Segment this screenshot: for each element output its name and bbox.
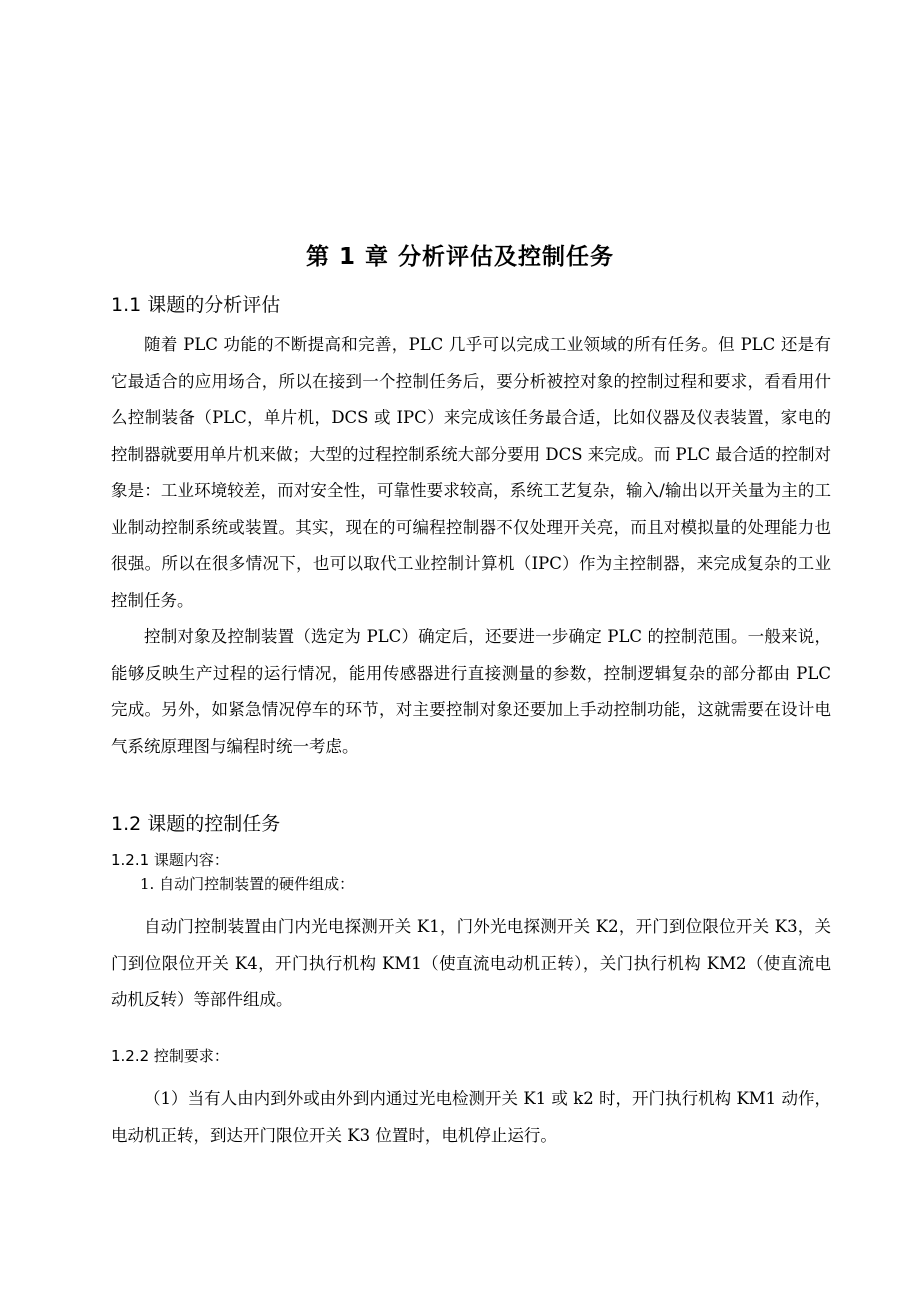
- section-heading-1-2: 1.2 课题的控制任务: [111, 813, 281, 835]
- list-item-hardware: 1. 自动门控制装置的硬件组成：: [140, 875, 355, 893]
- subsection-heading-1-2-1: 1.2.1 课题内容：: [111, 851, 229, 869]
- chapter-title: 第 1 章 分析评估及控制任务: [305, 244, 615, 270]
- subsection-heading-1-2-2: 1.2.2 控制要求：: [111, 1047, 229, 1065]
- paragraph-control-requirement-1: （1）当有人由内到外或由外到内通过光电检测开关 K1 或 k2 时，开门执行机构 KM1 动作，电动机正转，到达开门限位开关 K3 位置时，电机停止运行。: [111, 1089, 831, 1145]
- paragraph-hardware: 自动门控制装置由门内光电探测开关 K1，门外光电探测开关 K2，开门到位限位开关 K3，关门到位限位开关 K4，开门执行机构 KM1（使直流电动机正转），关门执行机构 KM2（使直流电动机反转）等部件组成。: [111, 917, 831, 1009]
- paragraph-analysis-1: 随着 PLC 功能的不断提高和完善，PLC 几乎可以完成工业领域的所有任务。但 PLC 还是有它最适合的应用场合，所以在接到一个控制任务后，要分析被控对象的控制过程和要求，看看用什么控制装备（PLC，单片机，DCS 或 IPC）来完成该任务最合适，比如仪器及仪表装置，家电的控制器就要用单片机来做；大型的过程控制系统大部分要用 DCS 来完成。而 PLC 最合适的控制对象是：工业环境较差，而对安全性，可靠性要求较高，系统工艺复杂，输入/输出以开关量为主的工业制动控制系统或装置。其实，现在的可编程控制器不仅处理开关亮，而且对模拟量的处理能力也很强。所以在很多情况下，也可以取代工业控制计算机（IPC）作为主控制器，来完成复杂的工业控制任务。: [111, 335, 831, 610]
- section-heading-1-1: 1.1 课题的分析评估: [111, 294, 281, 316]
- paragraph-analysis-2: 控制对象及控制装置（选定为 PLC）确定后，还要进一步确定 PLC 的控制范围。一般来说，能够反映生产过程的运行情况，能用传感器进行直接测量的参数，控制逻辑复杂的部分都由 PLC 完成。另外，如紧急情况停车的环节，对主要控制对象还要加上手动控制功能，这就需要在设计电气系统原理图与编程时统一考虑。: [111, 627, 831, 756]
